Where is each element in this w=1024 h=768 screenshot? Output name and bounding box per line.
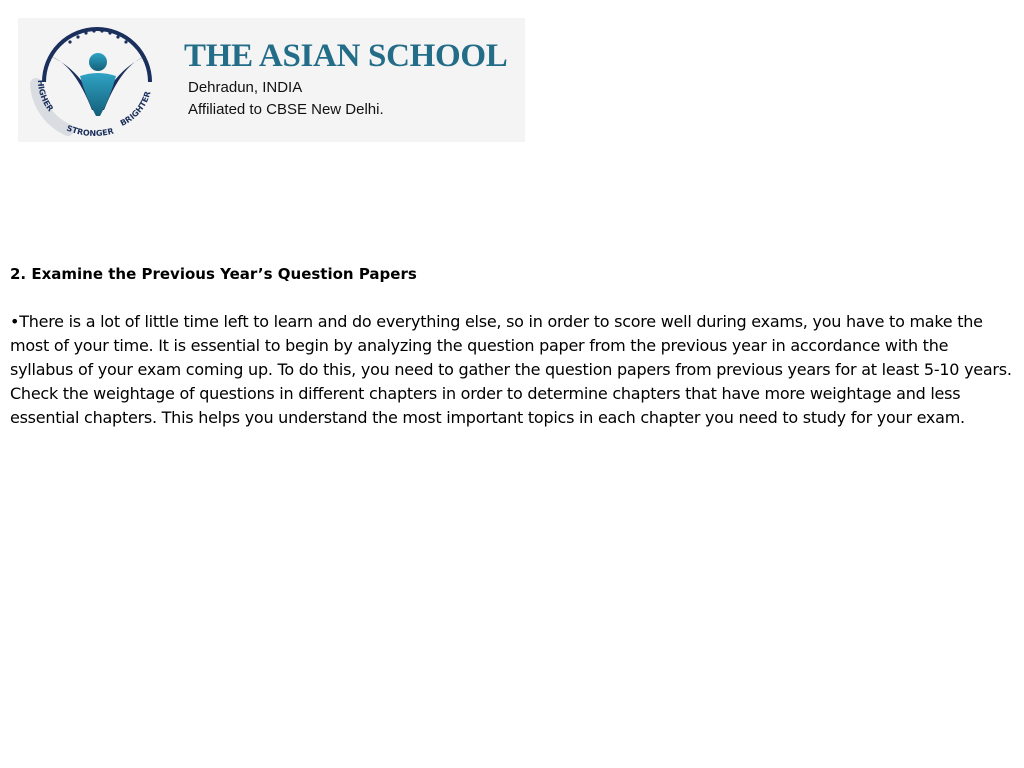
svg-text:BRIGHTER (119, 90, 153, 128)
slide-content (10, 262, 1016, 430)
school-affiliation: Affiliated to CBSE New Delhi. (188, 101, 384, 118)
motto-higher: HIGHER (35, 79, 56, 114)
motto-brighter: BRIGHTER (118, 90, 153, 128)
school-location: Dehradun, INDIA (188, 79, 303, 96)
school-header-banner (18, 18, 525, 142)
section-heading: 2. Examine the Previous Year’s Question Papers (10, 265, 417, 283)
motto-stronger: STRONGER (65, 123, 115, 139)
school-name: THE ASIAN SCHOOL (184, 38, 508, 74)
school-emblem-icon (22, 20, 172, 140)
section-body: •There is a lot of little time left to learn and do everything else, so in order to score well during exams, you have to make the most of your time. It is essential to begin by analyzing the question paper from the previous year in accordance with the syllabus of your exam coming up. To do this, you need to gather the question papers from previous years for at least 5-10 years. Check the weightage of questions in different chapters in order to determine chapters that have more weightage and less essential chapters. This helps you understand the most important topics in each chapter you need to study for your exam. (10, 312, 1012, 427)
svg-text:STRONGER (65, 124, 114, 139)
